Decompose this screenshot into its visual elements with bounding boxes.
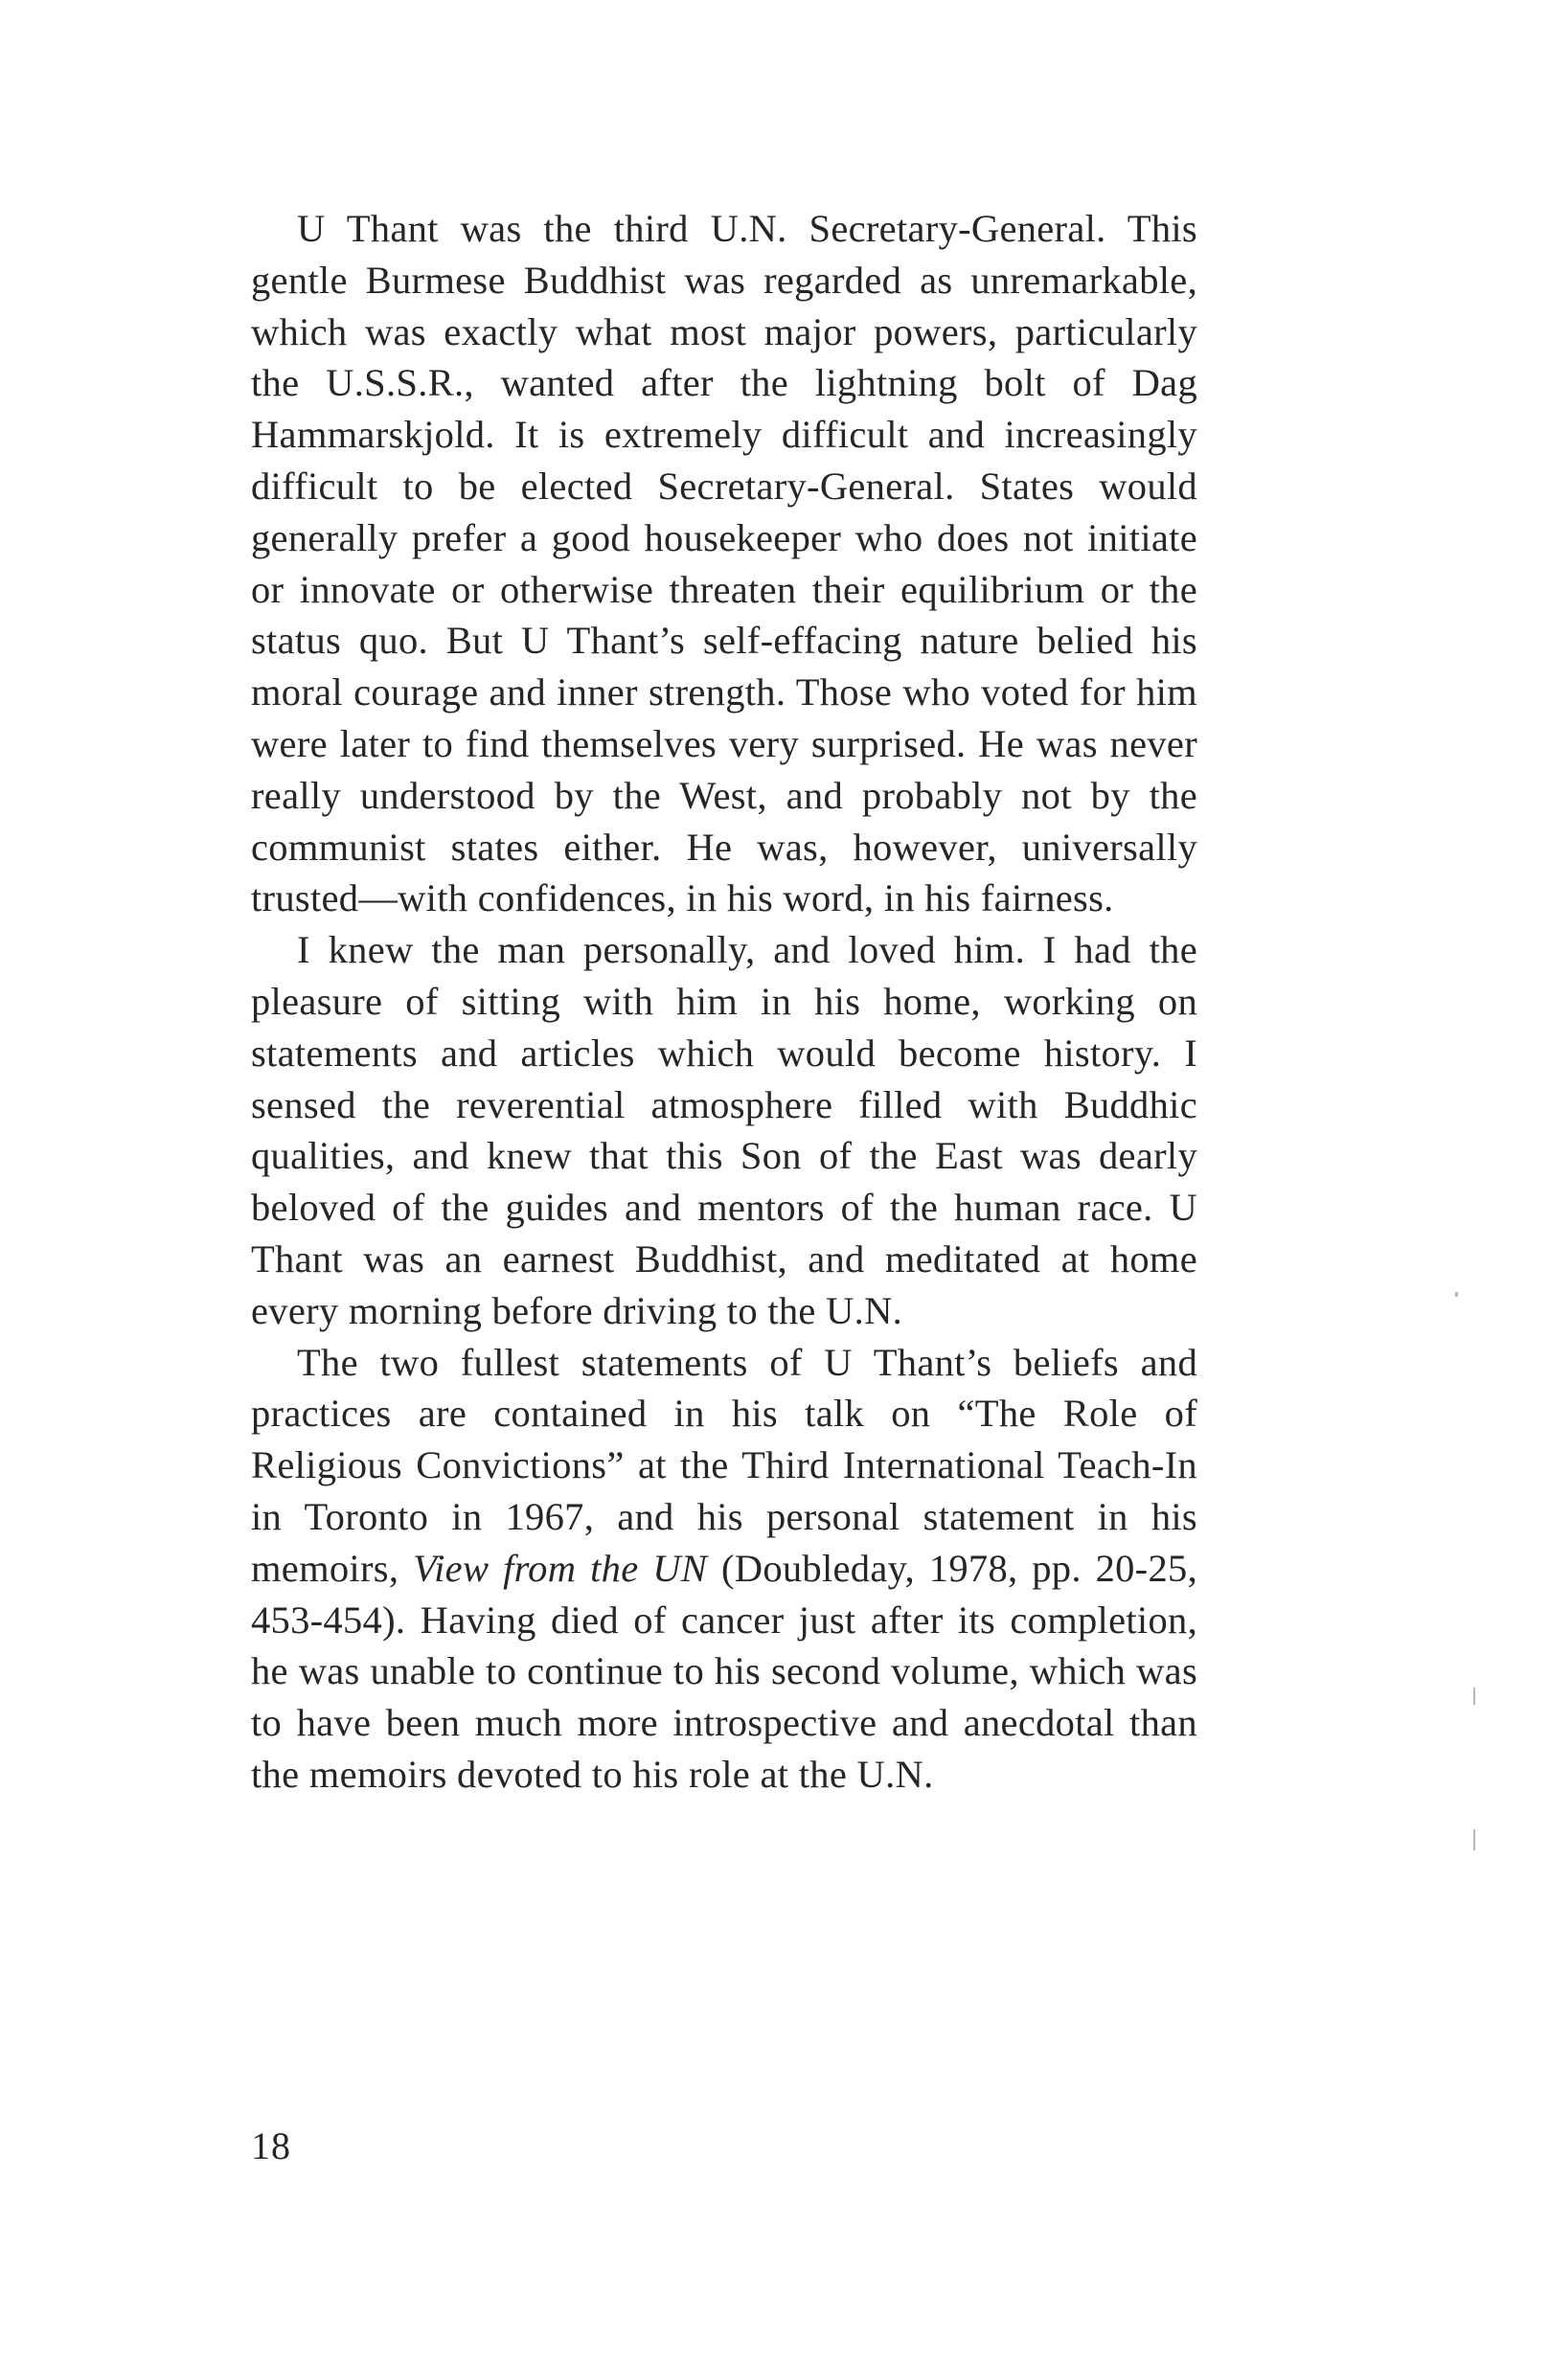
page-number: 18: [251, 2124, 291, 2167]
book-title: View from the UN: [413, 1546, 708, 1590]
paragraph-3-text-start: The two fullest statements of U Thant’s beliefs and practices are contained in his talk on “The Role of Religious Convictions” at the Third International Teach-In in Toronto in 1967, and his personal statement in his memoirs,: [251, 1340, 1197, 1590]
paragraph-2: I knew the man personally, and loved him. I had the pleasure of sitting with him in his home, working on statements and articles which would become history. I sensed the reverential atmosphere filled with Buddhic qualities, and knew that this Son of the East was dearly beloved of the guides and mentors of the human race. U Thant was an earnest Buddhist, and meditated at home every morning before driving to the U.N.: [251, 928, 1197, 1332]
scan-speck: [1473, 1688, 1475, 1705]
body-text: [251, 203, 1197, 1801]
paragraph-1: U Thant was the third U.N. Secretary-General. This gentle Burmese Buddhist was regarded as unremarkable, which was exactly what most major powers, particularly the U.S.S.R., wanted after the lightning bolt of Dag Hammarskjold. It is extremely difficult and increasingly difficult to be elected Secretary-General. States would generally prefer a good housekeeper who does not initiate or innovate or otherwise threaten their equilibrium or the status quo. But U Thant’s self-effacing nature belied his moral courage and inner strength. Those who voted for him were later to find themselves very surprised. He was never really understood by the West, and probably not by the communist states either. He was, however, universally trusted—with confidences, in his word, in his fairness.: [251, 207, 1197, 920]
paragraph-3-text-end: (Doubleday, 1978, pp. 20-25, 453-454). Having died of cancer just after its completion, he was unable to continue to his second volume, which was to have been much more introspective and anecdotal than the memoirs devoted to his role at the U.N.: [251, 1546, 1197, 1796]
paragraph-3: [251, 1337, 1197, 1801]
scan-speck: [1473, 1829, 1475, 1850]
scan-speck: [1455, 1292, 1458, 1297]
